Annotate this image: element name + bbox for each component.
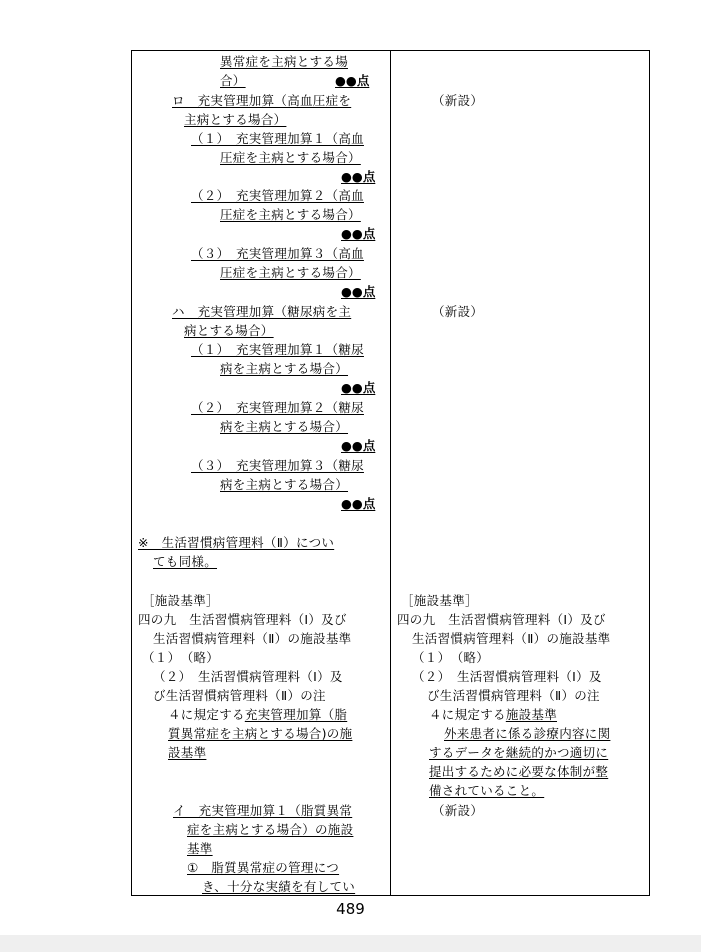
left-text-line: （２） 生活習慣病管理料（Ⅰ）及 — [153, 669, 343, 684]
comparison-table — [131, 50, 650, 896]
left-text-line: 四の九 生活習慣病管理料（Ⅰ）及び — [138, 612, 347, 627]
points-label: ●●点 — [335, 73, 370, 88]
facility-header: ［施設基準］ — [401, 593, 478, 608]
column-divider — [390, 51, 391, 895]
points-label: ●●点 — [341, 380, 376, 395]
left-text-line: 生活習慣病管理料（Ⅱ）の施設基準 — [153, 631, 352, 646]
points-label: ●●点 — [341, 496, 376, 511]
points-label: ●●点 — [341, 438, 376, 453]
right-text-line: 外来患者に係る診療内容に関 — [444, 726, 611, 741]
left-text-line: ハ 充実管理加算（糖尿病を主 — [172, 304, 352, 319]
new-label: （新設） — [432, 304, 484, 319]
right-text-line: 生活習慣病管理料（Ⅱ）の施設基準 — [412, 631, 611, 646]
left-text-line: （２） 充実管理加算２（糖尿 — [191, 400, 364, 415]
left-text-line: び生活習慣病管理料（Ⅱ）の注 — [153, 688, 326, 703]
left-text-line: ４に規定する充実管理加算（脂 — [168, 707, 348, 722]
right-text-line: 備されていること。 — [429, 783, 545, 798]
right-text-line: ４に規定する施設基準 — [429, 707, 558, 722]
left-text-line: 設基準 — [168, 745, 207, 760]
right-text-line: するデータを継続的かつ適切に — [429, 745, 609, 760]
left-text-line: （２） 充実管理加算２（高血 — [191, 188, 364, 203]
facility-header: ［施設基準］ — [142, 593, 219, 608]
left-text-line: き、十分な実績を有してい — [202, 879, 356, 894]
left-text-line: 質異常症を主病とする場合)の施 — [168, 726, 353, 741]
left-text-line: ロ 充実管理加算（高血圧症を — [172, 93, 352, 108]
left-text-line: （１） 充実管理加算１（高血 — [191, 131, 364, 146]
right-text-line: び生活習慣病管理料（Ⅱ）の注 — [427, 688, 600, 703]
right-text-line: 四の九 生活習慣病管理料（Ⅰ）及び — [397, 612, 606, 627]
left-text-line: （３） 充実管理加算３（糖尿 — [191, 458, 364, 473]
left-text-line: 病を主病とする場合） — [220, 419, 349, 434]
left-text-line: ① 脂質異常症の管理につ — [187, 860, 340, 875]
points-label: ●●点 — [341, 226, 376, 241]
left-text-line: （３） 充実管理加算３（高血 — [191, 246, 364, 261]
right-text-line: 提出するために必要な体制が整 — [429, 764, 609, 779]
left-text-line: 圧症を主病とする場合） — [220, 150, 361, 165]
left-text-line: 病とする場合） — [184, 323, 274, 338]
left-text-line: 圧症を主病とする場合） — [220, 265, 361, 280]
left-text-line: 主病とする場合） — [184, 112, 287, 127]
left-text-line: 症を主病とする場合）の施設 — [187, 822, 354, 837]
left-text-line: （１） 充実管理加算１（糖尿 — [191, 342, 364, 357]
viewer-bottom-bar — [0, 935, 701, 952]
left-text-line: 異常症を主病とする場 — [220, 54, 349, 69]
left-text-line: イ 充実管理加算１（脂質異常 — [173, 803, 353, 818]
points-label: ●●点 — [341, 284, 376, 299]
page-number: 489 — [336, 900, 365, 918]
left-text-line: （１） （略） — [142, 650, 220, 665]
note-line: ※ 生活習慣病管理料（Ⅱ）につい — [138, 535, 335, 550]
right-text-line: （２） 生活習慣病管理料（Ⅰ）及 — [412, 669, 602, 684]
left-text-line: 合） — [220, 73, 246, 88]
new-label: （新設） — [432, 93, 484, 108]
right-text-line: （１） （略） — [412, 650, 490, 665]
new-label: （新設） — [432, 803, 484, 818]
left-text-line: 圧症を主病とする場合） — [220, 207, 361, 222]
left-text-line: 基準 — [187, 841, 213, 856]
left-text-line: 病を主病とする場合） — [220, 477, 349, 492]
points-label: ●●点 — [341, 169, 376, 184]
note-line: ても同様。 — [153, 554, 218, 569]
left-text-line: 病を主病とする場合） — [220, 361, 349, 376]
